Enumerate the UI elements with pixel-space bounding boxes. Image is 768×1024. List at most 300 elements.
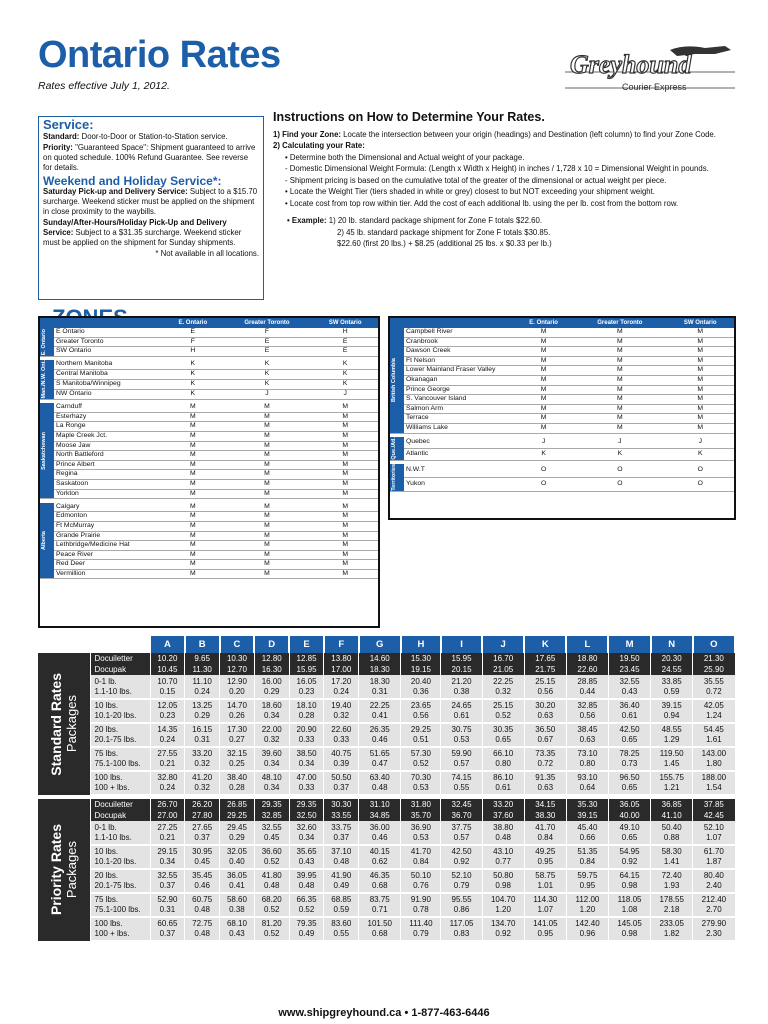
zone-code: M (312, 569, 378, 579)
zone-row (40, 370, 378, 380)
rate-value: 29.45 0.29 (220, 821, 255, 845)
destination-name: La Ronge (54, 422, 164, 432)
rate-value: 10.45 (150, 664, 185, 675)
rate-section-label: Priority Rates Packages (38, 799, 90, 941)
rate-value: 25.90 (693, 664, 735, 675)
destination-name: Cranbrook (404, 337, 514, 347)
rate-value: 117.05 0.83 (441, 917, 482, 941)
rate-value: 10.30 (220, 653, 255, 664)
docu-row (38, 664, 735, 675)
zone-row (390, 385, 734, 395)
zone-code: M (312, 560, 378, 570)
tier-label: 100 lbs. 100 + lbs. (90, 917, 150, 941)
rate-value: 40.75 0.39 (324, 747, 359, 771)
rate-value: 31.10 (359, 799, 401, 810)
zone-code: M (514, 328, 573, 337)
zone-code: M (164, 403, 222, 412)
zone-code: K (312, 380, 378, 390)
zone-code: M (667, 375, 734, 385)
saturday-text: Saturday Pick-up and Delivery Service: Subject to a $15.70 surcharge. Weekend sticker must be applied on the shipment in close proximity to the waybills. (43, 187, 258, 216)
zone-code: M (222, 451, 313, 461)
service-title: Service: (43, 117, 94, 132)
zone-row (40, 451, 378, 461)
zone-code: J (514, 437, 573, 448)
zone-row (40, 337, 378, 347)
zone-row (40, 432, 378, 442)
tier-row (38, 893, 735, 917)
zone-code: M (312, 512, 378, 522)
rate-value: 54.45 1.61 (693, 723, 735, 747)
zone-row (40, 470, 378, 480)
zone-code: M (222, 403, 313, 412)
rate-value: 43.10 0.77 (482, 845, 524, 869)
rate-value: 37.85 (693, 799, 735, 810)
zone-code: M (667, 404, 734, 414)
zone-code: M (667, 423, 734, 433)
rate-value: 50.40 0.88 (651, 821, 693, 845)
rate-value: 32.55 0.37 (150, 869, 185, 893)
destination-name: Williams Lake (404, 423, 514, 433)
zone-row (40, 347, 378, 357)
zone-code: M (514, 356, 573, 366)
tier-row (38, 699, 735, 723)
tier-row (38, 723, 735, 747)
rate-value: 134.70 0.92 (482, 917, 524, 941)
footer-contact: www.shipgreyhound.ca • 1-877-463-6446 (278, 1007, 490, 1019)
rate-value: 45.40 0.66 (566, 821, 608, 845)
bullet-2: - Domestic Dimensional Weight Formula: (Length x Width x Height) in inches / 1,728 x 10 = Dimensional Weight in pounds. (285, 164, 709, 173)
zone-code: K (312, 370, 378, 380)
docu-label: Docuiletter (90, 653, 150, 664)
rate-value: 48.10 0.34 (254, 771, 289, 795)
rate-value: 39.95 0.48 (289, 869, 324, 893)
zones-table-left (38, 316, 380, 628)
rate-value: 20.90 0.33 (289, 723, 324, 747)
zone-code: M (312, 422, 378, 432)
rate-value: 141.05 0.95 (524, 917, 566, 941)
zone-code: M (164, 432, 222, 442)
rate-zone-header: N (651, 636, 693, 653)
zone-code: M (667, 395, 734, 405)
rate-value: 61.70 1.87 (693, 845, 735, 869)
destination-name: Prince Albert (54, 460, 164, 470)
region-label: British Columbia (390, 328, 404, 433)
zone-code: M (222, 569, 313, 579)
destination-name: Atlantic (404, 448, 514, 460)
region-label: Man./N.W. Ont. (40, 360, 54, 399)
destination-name: Red Deer (54, 560, 164, 570)
standard-text: Standard: Door-to-Door or Station-to-Station service. (43, 132, 228, 141)
rate-value: 86.10 0.61 (482, 771, 524, 795)
zone-code: M (312, 480, 378, 490)
rate-zone-header: B (185, 636, 220, 653)
zone-row (390, 395, 734, 405)
rate-value: 41.90 0.49 (324, 869, 359, 893)
rate-value: 36.40 0.61 (608, 699, 650, 723)
rate-value: 14.35 0.24 (150, 723, 185, 747)
zone-code: M (312, 451, 378, 461)
rate-value: 39.60 0.34 (254, 747, 289, 771)
zone-code: K (222, 360, 313, 369)
zone-code: O (573, 477, 666, 491)
zone-code: M (222, 412, 313, 422)
availability-note: * Not available in all locations. (155, 249, 259, 258)
zone-code: M (573, 366, 666, 376)
rate-value: 63.40 0.48 (359, 771, 401, 795)
zone-row (40, 441, 378, 451)
zone-code: O (667, 464, 734, 477)
zone-code: M (573, 328, 666, 337)
zone-code: K (312, 360, 378, 369)
rate-value: 20.40 0.36 (401, 675, 441, 699)
zone-row (40, 560, 378, 570)
zone-row (40, 503, 378, 512)
zone-code: M (222, 470, 313, 480)
tier-label: 20 lbs. 20.1-75 lbs. (90, 869, 150, 893)
docu-label: Docupak (90, 664, 150, 675)
rate-value: 29.15 0.34 (150, 845, 185, 869)
zone-row (390, 375, 734, 385)
example: • Example: 1) 20 lb. standard package shipment for Zone F totals $22.60. 2) 45 lb. standard package shipment for Zone F totals $30.85. $22.60 (first 20 lbs.) + $8.25 (additional 25 lbs. x $0.33 per lb.) (287, 216, 552, 248)
zone-row (40, 480, 378, 490)
zone-code: O (514, 477, 573, 491)
rate-value: 36.05 (608, 799, 650, 810)
destination-name: Saskatoon (54, 480, 164, 490)
step-2: 2) Calculating your Rate: (273, 141, 365, 150)
rate-value: 64.15 0.98 (608, 869, 650, 893)
rate-value: 30.30 (324, 799, 359, 810)
destination-name: E Ontario (54, 328, 164, 337)
zone-code: M (164, 441, 222, 451)
rate-value: 42.50 0.65 (608, 723, 650, 747)
rate-value: 233.05 1.82 (651, 917, 693, 941)
rate-value: 26.70 (150, 799, 185, 810)
rate-value: 188.00 1.54 (693, 771, 735, 795)
rate-zone-header: L (566, 636, 608, 653)
rate-value: 35.70 (401, 810, 441, 821)
rate-value: 57.30 0.52 (401, 747, 441, 771)
rate-value: 60.75 0.48 (185, 893, 220, 917)
zone-code: M (312, 489, 378, 499)
rate-value: 41.70 0.84 (401, 845, 441, 869)
tier-label: 100 lbs. 100 + lbs. (90, 771, 150, 795)
rate-value: 20.30 (651, 653, 693, 664)
zone-row (390, 366, 734, 376)
zone-code: J (312, 389, 378, 399)
zone-row (40, 360, 378, 369)
rate-value: 27.65 0.37 (185, 821, 220, 845)
zone-code: M (667, 414, 734, 424)
zone-col-header: Greater Toronto (573, 318, 666, 328)
rate-value: 59.90 0.57 (441, 747, 482, 771)
zone-code: E (312, 337, 378, 347)
tier-row (38, 675, 735, 699)
zone-code: M (312, 531, 378, 541)
rate-value: 30.75 0.53 (441, 723, 482, 747)
docu-row (38, 810, 735, 821)
rate-value: 91.90 0.78 (401, 893, 441, 917)
tier-label: 10 lbs. 10.1-20 lbs. (90, 845, 150, 869)
zone-code: M (312, 541, 378, 551)
zone-code: E (222, 337, 313, 347)
rate-value: 91.35 0.63 (524, 771, 566, 795)
rate-value: 11.10 0.24 (185, 675, 220, 699)
zone-code: M (667, 347, 734, 357)
rate-value: 17.65 (524, 653, 566, 664)
destination-name: Maple Creek Jct. (54, 432, 164, 442)
zone-code: F (164, 337, 222, 347)
zone-code: M (222, 531, 313, 541)
rate-value: 18.30 0.31 (359, 675, 401, 699)
zone-code: M (573, 375, 666, 385)
rate-value: 212.40 2.70 (693, 893, 735, 917)
bullet-1: • Determine both the Dimensional and Actual weight of your package. (285, 152, 525, 162)
rate-value: 36.50 0.67 (524, 723, 566, 747)
zone-row (40, 403, 378, 412)
zone-row (40, 489, 378, 499)
rate-value: 32.60 0.34 (289, 821, 324, 845)
rate-zone-header: F (324, 636, 359, 653)
rate-value: 22.60 0.33 (324, 723, 359, 747)
rate-value: 42.05 1.24 (693, 699, 735, 723)
rate-value: 12.70 (220, 664, 255, 675)
zone-row (40, 569, 378, 579)
rate-value: 51.65 0.47 (359, 747, 401, 771)
zone-code: M (164, 480, 222, 490)
zone-code: K (164, 360, 222, 369)
zone-code: M (312, 550, 378, 560)
rate-value: 49.10 0.65 (608, 821, 650, 845)
rate-value: 50.80 0.98 (482, 869, 524, 893)
rate-value: 46.35 0.68 (359, 869, 401, 893)
zone-code: M (222, 422, 313, 432)
rate-value: 59.75 0.95 (566, 869, 608, 893)
zone-code: M (573, 414, 666, 424)
rate-value: 25.15 0.56 (524, 675, 566, 699)
rate-value: 10.70 0.15 (150, 675, 185, 699)
zone-code: M (514, 385, 573, 395)
zone-code: O (667, 477, 734, 491)
zone-row (390, 414, 734, 424)
destination-name: Prince George (404, 385, 514, 395)
rate-value: 112.00 1.20 (566, 893, 608, 917)
rate-value: 11.30 (185, 664, 220, 675)
rate-value: 142.40 0.96 (566, 917, 608, 941)
rate-value: 30.35 0.65 (482, 723, 524, 747)
rate-value: 22.25 0.32 (482, 675, 524, 699)
rate-value: 22.25 0.41 (359, 699, 401, 723)
zone-code: M (573, 337, 666, 347)
rate-value: 17.30 0.27 (220, 723, 255, 747)
docu-label: Docupak (90, 810, 150, 821)
rate-value: 78.25 0.73 (608, 747, 650, 771)
zone-code: M (164, 451, 222, 461)
destination-name: Central Manitoba (54, 370, 164, 380)
rate-value: 16.15 0.31 (185, 723, 220, 747)
zone-code: M (312, 460, 378, 470)
zone-code: M (222, 541, 313, 551)
zone-code: M (164, 470, 222, 480)
rate-zone-header: A (150, 636, 185, 653)
rate-zone-header: O (693, 636, 735, 653)
rate-zone-header: C (220, 636, 255, 653)
rate-value: 68.85 0.59 (324, 893, 359, 917)
rate-value: 29.35 (289, 799, 324, 810)
bullet-4: • Locate the Weight Tier (tiers shaded in white or grey) closest to but NOT exceeding your shipment weight. (285, 187, 655, 196)
rate-value: 20.15 (441, 664, 482, 675)
zone-code: F (222, 328, 313, 337)
priority-text: Priority: "Guaranteed Space": Shipment guaranteed to arrive on quoted schedule. 100% Refund Guarantee. See reverse for details. (43, 143, 256, 172)
rate-value: 12.90 0.20 (220, 675, 255, 699)
rate-value: 93.10 0.64 (566, 771, 608, 795)
rate-value: 23.65 0.56 (401, 699, 441, 723)
rate-value: 58.30 1.41 (651, 845, 693, 869)
rate-value: 38.80 0.48 (482, 821, 524, 845)
rate-value: 27.00 (150, 810, 185, 821)
tier-label: 0-1 lb. 1.1-10 lbs. (90, 821, 150, 845)
rate-value: 21.20 0.38 (441, 675, 482, 699)
zone-code: M (573, 395, 666, 405)
rate-value: 66.35 0.52 (289, 893, 324, 917)
rate-value: 39.15 0.94 (651, 699, 693, 723)
rate-value: 114.30 1.07 (524, 893, 566, 917)
rate-value: 32.55 0.43 (608, 675, 650, 699)
rate-value: 27.55 0.21 (150, 747, 185, 771)
rate-value: 18.60 0.34 (254, 699, 289, 723)
zone-code: O (514, 464, 573, 477)
rate-value: 36.90 0.53 (401, 821, 441, 845)
rate-value: 68.20 0.52 (254, 893, 289, 917)
rate-value: 18.80 (566, 653, 608, 664)
rate-value: 26.85 (220, 799, 255, 810)
rate-value: 22.60 (566, 664, 608, 675)
rate-value: 24.65 0.61 (441, 699, 482, 723)
zone-code: M (514, 347, 573, 357)
zone-code: M (222, 503, 313, 512)
rate-value: 34.15 (524, 799, 566, 810)
destination-name: Campbell River (404, 328, 514, 337)
rate-value: 41.80 0.48 (254, 869, 289, 893)
tier-label: 0-1 lb. 1.1-10 lbs. (90, 675, 150, 699)
destination-name: North Battleford (54, 451, 164, 461)
rate-value: 79.35 0.49 (289, 917, 324, 941)
rate-value: 96.50 0.65 (608, 771, 650, 795)
rate-value: 34.85 (359, 810, 401, 821)
rate-value: 32.55 0.45 (254, 821, 289, 845)
zone-row (40, 460, 378, 470)
rate-value: 51.35 0.84 (566, 845, 608, 869)
zone-code: M (164, 460, 222, 470)
rate-value: 21.30 (693, 653, 735, 664)
zone-col-header: SW Ontario (312, 318, 378, 328)
zone-row (390, 347, 734, 357)
zone-code: K (573, 448, 666, 460)
service-box (38, 116, 264, 300)
rate-value: 19.40 0.32 (324, 699, 359, 723)
destination-name: Grande Prairie (54, 531, 164, 541)
tier-row (38, 869, 735, 893)
instructions-title: Instructions on How to Determine Your Rates. (273, 110, 545, 124)
rate-value: 33.85 0.59 (651, 675, 693, 699)
zone-row (390, 464, 734, 477)
destination-name: Lower Mainland Fraser Valley (404, 366, 514, 376)
destination-name: Calgary (54, 503, 164, 512)
destination-name: Northern Manitoba (54, 360, 164, 369)
rate-value: 32.50 (289, 810, 324, 821)
zone-code: M (312, 403, 378, 412)
rate-value: 33.20 (482, 799, 524, 810)
tier-row (38, 771, 735, 795)
rate-value: 36.00 0.46 (359, 821, 401, 845)
logo-wordmark: Greyhound (570, 50, 692, 79)
zone-code: M (222, 441, 313, 451)
rate-value: 73.35 0.72 (524, 747, 566, 771)
rate-value: 13.25 0.29 (185, 699, 220, 723)
rate-value: 15.95 (441, 653, 482, 664)
rate-value: 18.30 (359, 664, 401, 675)
rate-value: 38.40 0.28 (220, 771, 255, 795)
step-1: 1) Find your Zone: Locate the intersection between your origin (headings) and Destination (left column) to find your Zone Code. (273, 129, 716, 139)
zone-code: M (312, 432, 378, 442)
region-label: Alberta (40, 503, 54, 579)
zone-code: M (164, 503, 222, 512)
zone-code: M (164, 560, 222, 570)
zone-code: M (667, 328, 734, 337)
zone-code: M (573, 385, 666, 395)
zone-code: O (573, 464, 666, 477)
zone-code: M (667, 385, 734, 395)
rate-value: 41.20 0.32 (185, 771, 220, 795)
tier-row (38, 845, 735, 869)
rate-value: 33.75 0.37 (324, 821, 359, 845)
rate-value: 40.15 0.62 (359, 845, 401, 869)
zone-col-header: E. Ontario (164, 318, 222, 328)
zone-col-header: E. Ontario (514, 318, 573, 328)
rate-value: 38.45 0.63 (566, 723, 608, 747)
zone-code: M (667, 356, 734, 366)
logo-subtitle: Courier Express (622, 82, 687, 92)
rate-value: 81.20 0.52 (254, 917, 289, 941)
zone-row (40, 531, 378, 541)
rate-value: 16.05 0.23 (289, 675, 324, 699)
zone-code: M (164, 541, 222, 551)
rate-value: 22.00 0.32 (254, 723, 289, 747)
destination-name: Greater Toronto (54, 337, 164, 347)
rate-value: 36.85 (651, 799, 693, 810)
rate-value: 23.45 (608, 664, 650, 675)
destination-name: S Manitoba/Winnipeg (54, 380, 164, 390)
rate-value: 58.60 0.38 (220, 893, 255, 917)
rate-value: 36.70 (441, 810, 482, 821)
region-label: Que./Atl. (390, 437, 404, 460)
zone-code: M (312, 503, 378, 512)
zone-code: M (222, 432, 313, 442)
rate-value: 39.15 (566, 810, 608, 821)
zone-code: M (222, 460, 313, 470)
zone-code: M (164, 412, 222, 422)
zone-code: K (164, 370, 222, 380)
zone-code: M (667, 366, 734, 376)
rate-value: 12.85 (289, 653, 324, 664)
rate-zone-header: D (254, 636, 289, 653)
effective-date: Rates effective July 1, 2012. (38, 80, 170, 92)
rate-value: 38.50 0.34 (289, 747, 324, 771)
zone-code: M (312, 412, 378, 422)
zone-code: M (514, 423, 573, 433)
zone-code: K (222, 380, 313, 390)
rate-value: 25.15 0.52 (482, 699, 524, 723)
rate-value: 15.95 (289, 664, 324, 675)
